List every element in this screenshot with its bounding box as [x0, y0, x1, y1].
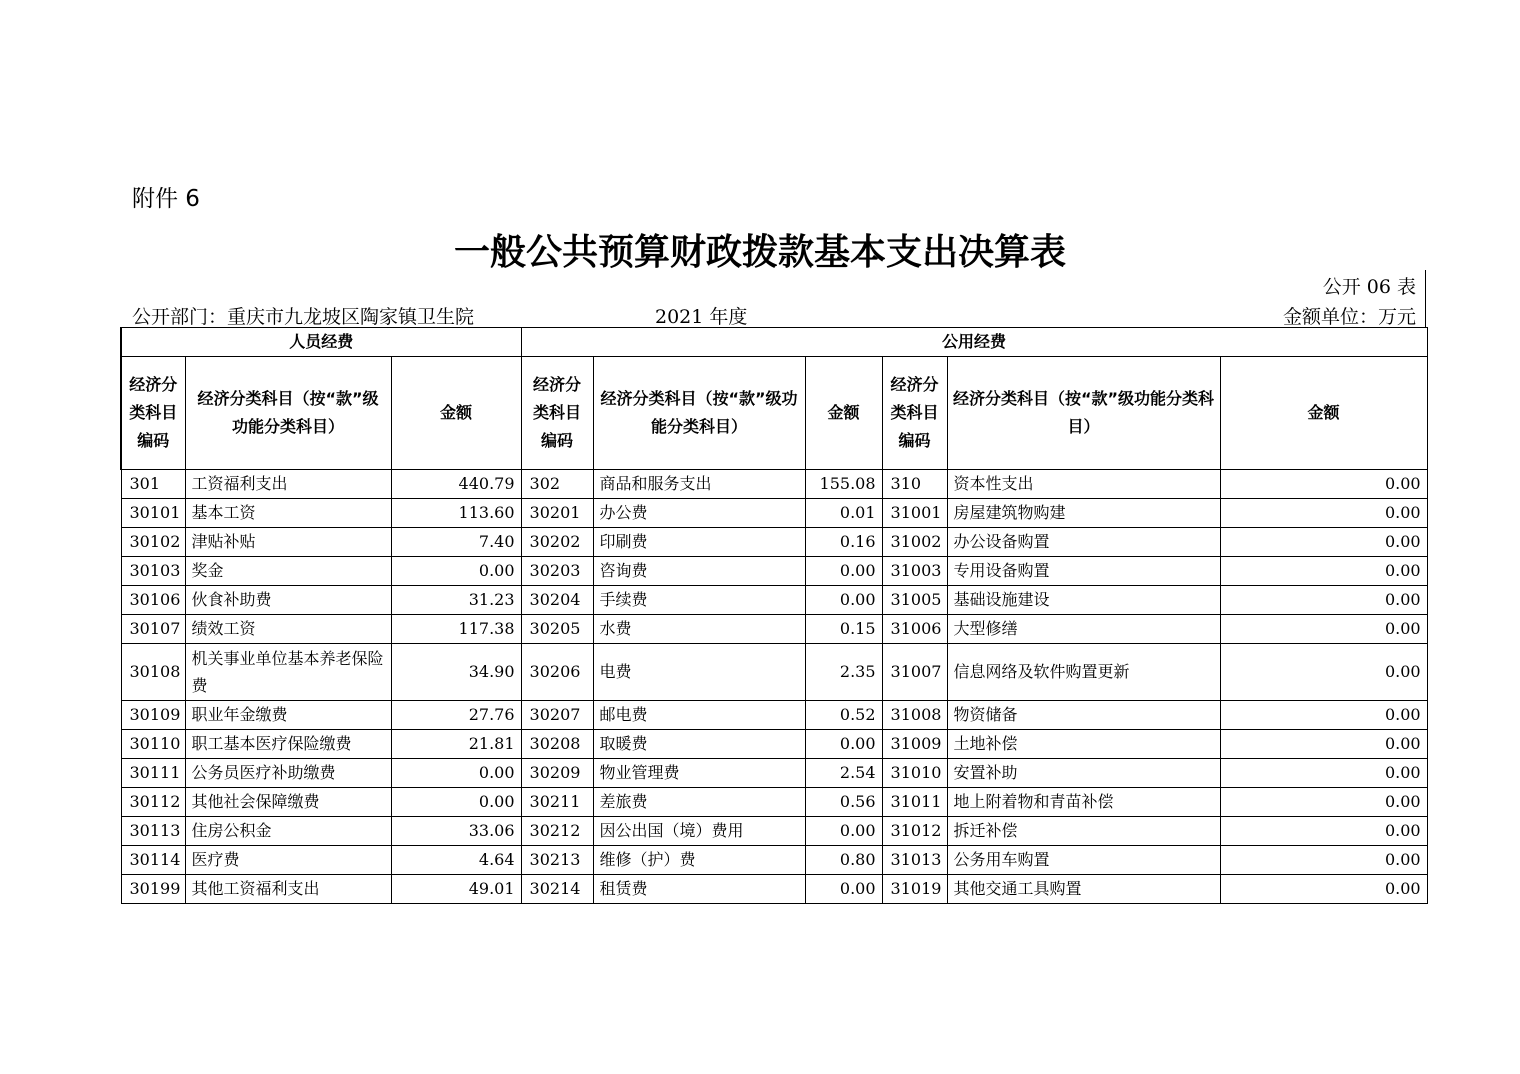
capital-item-cell: 公务用车购置 — [947, 846, 1220, 875]
table-row — [121, 817, 1427, 846]
goods-amount-cell: 0.01 — [805, 499, 882, 528]
capital-item-cell: 物资储备 — [947, 701, 1220, 730]
capital-item-cell: 房屋建筑物购建 — [947, 499, 1220, 528]
personnel-amount-cell: 117.38 — [391, 615, 521, 644]
capital-code-cell: 31001 — [882, 499, 947, 528]
goods-code-cell: 30213 — [521, 846, 593, 875]
goods-code-cell: 30204 — [521, 586, 593, 615]
col-code-header: 经济分类科目编码 — [882, 357, 947, 470]
capital-amount-cell: 0.00 — [1220, 499, 1427, 528]
personnel-item-cell: 伙食补助费 — [185, 586, 391, 615]
table-row — [121, 846, 1427, 875]
unit-label: 金额单位：万元 — [1282, 306, 1416, 328]
goods-code-cell: 30202 — [521, 528, 593, 557]
personnel-item-cell: 其他工资福利支出 — [185, 875, 391, 904]
goods-amount-cell: 2.35 — [805, 644, 882, 701]
capital-amount-cell: 0.00 — [1220, 644, 1427, 701]
capital-code-cell: 31019 — [882, 875, 947, 904]
capital-amount-cell: 0.00 — [1220, 586, 1427, 615]
personnel-amount-cell: 27.76 — [391, 701, 521, 730]
goods-code-cell: 30214 — [521, 875, 593, 904]
goods-item-cell: 电费 — [593, 644, 805, 701]
attachment-label: 附件 6 — [132, 186, 200, 212]
table-row — [121, 644, 1427, 701]
capital-amount-cell: 0.00 — [1220, 788, 1427, 817]
capital-amount-cell: 0.00 — [1220, 701, 1427, 730]
col-code-header: 经济分类科目编码 — [121, 357, 185, 470]
personnel-item-cell: 基本工资 — [185, 499, 391, 528]
capital-code-cell: 31007 — [882, 644, 947, 701]
goods-code-cell: 30208 — [521, 730, 593, 759]
personnel-item-cell: 医疗费 — [185, 846, 391, 875]
goods-amount-cell: 0.16 — [805, 528, 882, 557]
goods-code-cell: 30206 — [521, 644, 593, 701]
goods-code-cell: 30205 — [521, 615, 593, 644]
capital-amount-cell: 0.00 — [1220, 875, 1427, 904]
document-title: 一般公共预算财政拨款基本支出决算表 — [453, 231, 1066, 273]
capital-item-cell: 信息网络及软件购置更新 — [947, 644, 1220, 701]
table-row — [121, 875, 1427, 904]
goods-amount-cell: 0.80 — [805, 846, 882, 875]
personnel-amount-cell: 21.81 — [391, 730, 521, 759]
goods-amount-cell: 0.00 — [805, 557, 882, 586]
capital-amount-cell: 0.00 — [1220, 817, 1427, 846]
personnel-item-cell: 津贴补贴 — [185, 528, 391, 557]
capital-item-cell: 土地补偿 — [947, 730, 1220, 759]
goods-item-cell: 手续费 — [593, 586, 805, 615]
capital-code-cell: 310 — [882, 470, 947, 499]
goods-item-cell: 取暖费 — [593, 730, 805, 759]
personnel-code-cell: 30103 — [121, 557, 185, 586]
personnel-code-cell: 301 — [121, 470, 185, 499]
capital-amount-cell: 0.00 — [1220, 470, 1427, 499]
capital-code-cell: 31003 — [882, 557, 947, 586]
personnel-amount-cell: 4.64 — [391, 846, 521, 875]
col-amount-header: 金额 — [805, 357, 882, 470]
budget-table — [120, 327, 1428, 904]
column-header-row — [121, 357, 1427, 470]
col-item-header: 经济分类科目（按“款”级功能分类科目） — [593, 357, 805, 470]
goods-amount-cell: 0.00 — [805, 730, 882, 759]
goods-item-cell: 商品和服务支出 — [593, 470, 805, 499]
goods-item-cell: 因公出国（境）费用 — [593, 817, 805, 846]
personnel-code-cell: 30109 — [121, 701, 185, 730]
capital-item-cell: 拆迁补偿 — [947, 817, 1220, 846]
group-header-row — [121, 328, 1427, 357]
table-row — [121, 759, 1427, 788]
goods-code-cell: 30211 — [521, 788, 593, 817]
capital-item-cell: 基础设施建设 — [947, 586, 1220, 615]
capital-amount-cell: 0.00 — [1220, 730, 1427, 759]
personnel-code-cell: 30113 — [121, 817, 185, 846]
personnel-item-cell: 机关事业单位基本养老保险费 — [185, 644, 391, 701]
goods-amount-cell: 155.08 — [805, 470, 882, 499]
table-row — [121, 586, 1427, 615]
personnel-amount-cell: 34.90 — [391, 644, 521, 701]
goods-code-cell: 30212 — [521, 817, 593, 846]
goods-amount-cell: 0.56 — [805, 788, 882, 817]
personnel-item-cell: 住房公积金 — [185, 817, 391, 846]
personnel-amount-cell: 7.40 — [391, 528, 521, 557]
table-row — [121, 499, 1427, 528]
personnel-code-cell: 30112 — [121, 788, 185, 817]
goods-item-cell: 差旅费 — [593, 788, 805, 817]
margin-rule — [1425, 270, 1426, 328]
goods-code-cell: 30203 — [521, 557, 593, 586]
goods-code-cell: 30209 — [521, 759, 593, 788]
table-row — [121, 528, 1427, 557]
personnel-amount-cell: 440.79 — [391, 470, 521, 499]
personnel-code-cell: 30111 — [121, 759, 185, 788]
goods-item-cell: 物业管理费 — [593, 759, 805, 788]
group-personnel-header: 人员经费 — [121, 328, 521, 357]
goods-amount-cell: 0.00 — [805, 586, 882, 615]
goods-item-cell: 办公费 — [593, 499, 805, 528]
personnel-amount-cell: 31.23 — [391, 586, 521, 615]
form-number: 公开 06 表 — [1322, 276, 1416, 298]
capital-code-cell: 31009 — [882, 730, 947, 759]
personnel-item-cell: 绩效工资 — [185, 615, 391, 644]
capital-item-cell: 专用设备购置 — [947, 557, 1220, 586]
goods-item-cell: 水费 — [593, 615, 805, 644]
capital-item-cell: 安置补助 — [947, 759, 1220, 788]
col-code-header: 经济分类科目编码 — [521, 357, 593, 470]
personnel-item-cell: 奖金 — [185, 557, 391, 586]
goods-amount-cell: 2.54 — [805, 759, 882, 788]
goods-code-cell: 30207 — [521, 701, 593, 730]
personnel-code-cell: 30101 — [121, 499, 185, 528]
table-row — [121, 557, 1427, 586]
goods-amount-cell: 0.00 — [805, 875, 882, 904]
goods-code-cell: 302 — [521, 470, 593, 499]
table-row — [121, 701, 1427, 730]
goods-amount-cell: 0.52 — [805, 701, 882, 730]
capital-code-cell: 31013 — [882, 846, 947, 875]
capital-code-cell: 31012 — [882, 817, 947, 846]
personnel-amount-cell: 33.06 — [391, 817, 521, 846]
goods-item-cell: 印刷费 — [593, 528, 805, 557]
capital-amount-cell: 0.00 — [1220, 615, 1427, 644]
capital-code-cell: 31010 — [882, 759, 947, 788]
goods-item-cell: 咨询费 — [593, 557, 805, 586]
personnel-code-cell: 30114 — [121, 846, 185, 875]
capital-amount-cell: 0.00 — [1220, 846, 1427, 875]
capital-item-cell: 其他交通工具购置 — [947, 875, 1220, 904]
goods-amount-cell: 0.15 — [805, 615, 882, 644]
goods-item-cell: 维修（护）费 — [593, 846, 805, 875]
personnel-amount-cell: 0.00 — [391, 759, 521, 788]
personnel-item-cell: 职工基本医疗保险缴费 — [185, 730, 391, 759]
col-item-header: 经济分类科目（按“款”级功能分类科目） — [947, 357, 1220, 470]
capital-item-cell: 大型修缮 — [947, 615, 1220, 644]
table-row — [121, 470, 1427, 499]
personnel-item-cell: 职业年金缴费 — [185, 701, 391, 730]
capital-code-cell: 31002 — [882, 528, 947, 557]
personnel-code-cell: 30106 — [121, 586, 185, 615]
personnel-amount-cell: 49.01 — [391, 875, 521, 904]
personnel-code-cell: 30199 — [121, 875, 185, 904]
year-label: 2021 年度 — [655, 306, 748, 328]
personnel-code-cell: 30102 — [121, 528, 185, 557]
table-row — [121, 615, 1427, 644]
capital-code-cell: 31008 — [882, 701, 947, 730]
personnel-item-cell: 公务员医疗补助缴费 — [185, 759, 391, 788]
group-public-header: 公用经费 — [521, 328, 1427, 357]
goods-item-cell: 邮电费 — [593, 701, 805, 730]
capital-item-cell: 资本性支出 — [947, 470, 1220, 499]
goods-item-cell: 租赁费 — [593, 875, 805, 904]
personnel-amount-cell: 0.00 — [391, 788, 521, 817]
goods-amount-cell: 0.00 — [805, 817, 882, 846]
department-label: 公开部门：重庆市九龙坡区陶家镇卫生院 — [132, 306, 475, 328]
col-amount-header: 金额 — [391, 357, 521, 470]
capital-code-cell: 31006 — [882, 615, 947, 644]
capital-amount-cell: 0.00 — [1220, 528, 1427, 557]
capital-item-cell: 办公设备购置 — [947, 528, 1220, 557]
table-row — [121, 788, 1427, 817]
capital-item-cell: 地上附着物和青苗补偿 — [947, 788, 1220, 817]
personnel-item-cell: 工资福利支出 — [185, 470, 391, 499]
capital-amount-cell: 0.00 — [1220, 557, 1427, 586]
personnel-amount-cell: 113.60 — [391, 499, 521, 528]
personnel-amount-cell: 0.00 — [391, 557, 521, 586]
capital-code-cell: 31011 — [882, 788, 947, 817]
personnel-code-cell: 30108 — [121, 644, 185, 701]
goods-code-cell: 30201 — [521, 499, 593, 528]
col-amount-header: 金额 — [1220, 357, 1427, 470]
capital-amount-cell: 0.00 — [1220, 759, 1427, 788]
table-row — [121, 730, 1427, 759]
personnel-code-cell: 30107 — [121, 615, 185, 644]
capital-code-cell: 31005 — [882, 586, 947, 615]
col-item-header: 经济分类科目（按“款”级功能分类科目） — [185, 357, 391, 470]
personnel-item-cell: 其他社会保障缴费 — [185, 788, 391, 817]
personnel-code-cell: 30110 — [121, 730, 185, 759]
